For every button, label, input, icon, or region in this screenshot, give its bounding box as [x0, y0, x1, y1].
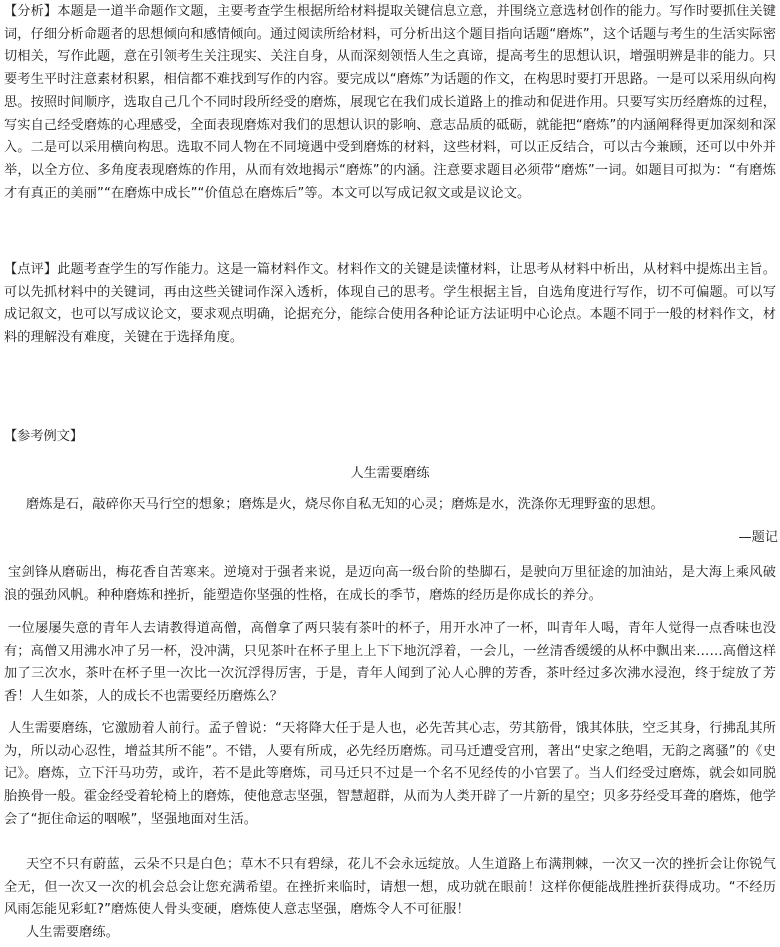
essay-epigraph: 磨炼是石，敲碎你天马行空的想象；磨炼是火，烧尽你自私无知的心灵；磨炼是水，洗涤你无理野蛮的思想。	[26, 497, 664, 512]
essay-paragraph-1: 宝剑锋从磨砺出，梅花香自苦寒来。逆境对于强者来说，是迈向高一级台阶的垫脚石，是驶向万里征途的加油站，是大海上乘风破浪的强劲风帆。种种磨炼和挫折，能塑造你坚强的性格，在成长的季节，磨炼的经历是你成长的养分。	[4, 565, 776, 603]
essay-title: 人生需要磨练	[350, 466, 430, 481]
attribution-text: 题记	[751, 530, 778, 545]
essay-paragraph-2: 一位屡屡失意的青年人去请教得道高僧，高僧拿了两只装有茶叶的杯子，用开水冲了一杯，叫青年人喝，青年人觉得一点香味也没有；高僧又用沸水冲了另一杯，没冲满，只见茶叶在杯子里上上下下地沉浮着，一会儿，一丝清香缓缓的从杯中飘出来……高僧这样加了三次水，茶叶在杯子里一次比一次沉浮得厉害，于是，青年人闻到了沁人心脾的芳香，茶叶经过多次沸水浸泡，终于绽放了芳香！人生如茶，人的成长不也需要经历磨炼么？	[4, 621, 776, 705]
essay-paragraph-4: 天空不只有蔚蓝，云朵不只是白色；草木不只有碧绿，花儿不会永远绽放。人生道路上布满荆棘，一次又一次的挫折会让你锐气全无，但一次又一次的机会总会让您充满希望。在挫折来临时，请想一想，成功就在眼前！这样你便能战胜挫折获得成功。“不经历风雨怎能见彩虹?”磨炼使人骨头变硬，磨炼使人意志坚强，磨炼令人不可征服！	[4, 857, 776, 918]
comment-paragraph: 【点评】此题考查学生的写作能力。这是一篇材料作文。材料作文的关键是读懂材料，让思考从材料中析出，从材料中提炼出主旨。可以先抓材料中的关键词，再由这些关键词作深入透析，体现自己的思考。学生根据主旨，自选角度进行写作，切不可偏题。可以写成记叙文，也可以写成议论文，要求观点明确，论据充分，能综合使用各种论证方法证明中心论点。本题不同于一般的材料作文，材料的理解没有难度，关键在于选择角度。	[4, 262, 776, 346]
sample-essay-label: 【参考例文】	[4, 429, 84, 444]
essay-paragraph-5: 人生需要磨练。	[26, 925, 120, 940]
essay-paragraph-3: 人生需要磨练，它激励着人前行。孟子曾说：“天将降大任于是人也，必先苦其心志，劳其筋骨，饿其体肤，空乏其身，行拂乱其所为，所以动心忍性，增益其所不能”。不错，人要有所成，必先经历磨炼。司马迁遭受宫刑，著出“史家之绝唱，无韵之离骚”的《史记》。磨炼，立下汗马功劳，或许，若不是此等磨炼，司马迁只不过是一个名不见经传的小官罢了。当人们经受过磨炼，就会如同脱胎换骨一般。霍金经受着轮椅上的磨炼，使他意志坚强，智慧超群，从而为人类开辟了一片新的星空；贝多芬经受耳聋的磨炼，他学会了“扼住命运的咽喉”，坚强地面对生活。	[4, 721, 776, 827]
attribution-dash: —	[738, 530, 752, 545]
analysis-paragraph: 【分析】本题是一道半命题作文题，主要考查学生根据所给材料提取关键信息立意，并围绕立意选材创作的能力。写作时要抓住关键词，仔细分析命题者的思想倾向和感情倾向。通过阅读所给材料，可分析出这个题目指向话题“磨炼”，这个话题与考生的生活实际密切相关，写作此题，意在引领考生关注现实、关注自身，从而深刻领悟人生之真谛，提高考生的思想认识，增强明辨是非的能力。只要考生平时注意素材积累，相信都不难找到写作的内容。要完成以“磨炼”为话题的作文，在构思时要打开思路。一是可以采用纵向构思。按照时间顺序，选取自己几个不同时段所经受的磨炼，展现它在我们成长道路上的推动和促进作用。只要写实历经磨炼的过程，写实自己经受磨炼的心理感受，全面表现磨炼对我们的思想认识的影响、意志品质的砥砺，就能把“磨炼”的内涵阐释得更加深刻和深入。二是可以采用横向构思。选取不同人物在不同境遇中受到磨炼的材料，这些材料，可以正反结合，可以古今兼顾，还可以中外并举，以全方位、多角度表现磨炼的作用，从而有效地揭示“磨炼”的内涵。注意要求题目必须带“磨炼”一词。如题目可拟为：“有磨炼才有真正的美丽”“在磨炼中成长”“价值总在磨炼后”等。本文可以写成记叙文或是议论文。	[4, 4, 776, 201]
epigraph-attribution	[738, 527, 778, 549]
